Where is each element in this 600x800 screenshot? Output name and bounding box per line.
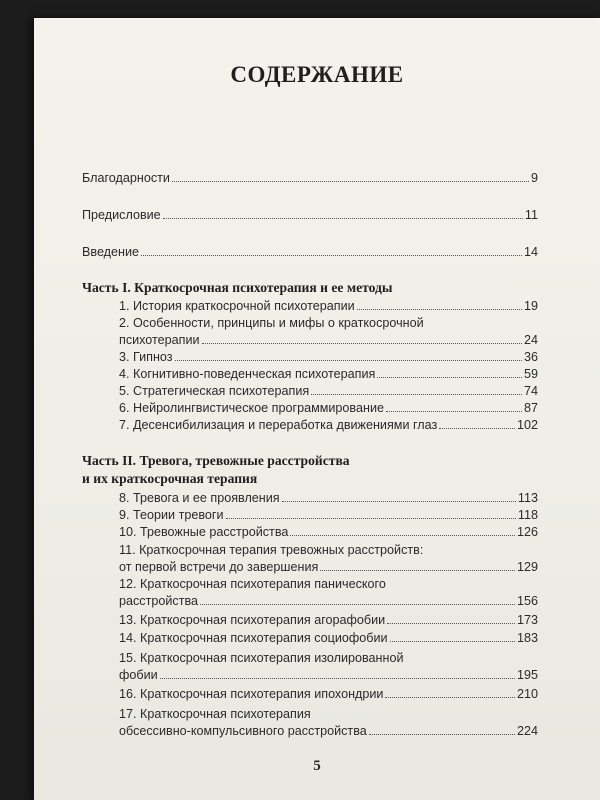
toc-entry-chapter-4[interactable] (82, 366, 538, 383)
entry-page: 113 (517, 491, 538, 505)
toc-entry-chapter-12[interactable] (82, 576, 538, 610)
dot-leader (172, 181, 529, 182)
toc-entry-chapter-6[interactable] (82, 400, 538, 417)
entry-text-cont: обсессивно-компульсивного расстройства (119, 724, 367, 738)
dot-leader (311, 394, 522, 395)
part-1-heading[interactable]: Часть I. Краткосрочная психотерапия и ее методы (82, 280, 393, 295)
page-title: СОДЕРЖАНИЕ (230, 62, 404, 87)
toc-entry-chapter-1[interactable] (82, 298, 538, 315)
entry-page: 87 (523, 401, 538, 415)
entry-page: 156 (516, 594, 538, 608)
part-2-heading-line-1: Часть II. Тревога, тревожные расстройства (82, 453, 350, 468)
entry-text: 5. Стратегическая психотерапия (119, 384, 310, 398)
entry-text: 14. Краткосрочная психотерапия социофобии (119, 631, 388, 645)
dot-leader (141, 255, 522, 256)
entry-text: 10. Тревожные расстройства (119, 525, 289, 539)
entry-text: 15. Краткосрочная психотерапия изолированной (119, 651, 404, 665)
entry-page: 195 (516, 668, 538, 682)
toc-entry-chapter-14[interactable] (82, 630, 538, 647)
entry-page: 173 (516, 613, 538, 627)
entry-text: 16. Краткосрочная психотерапия ипохондрии (119, 687, 384, 701)
toc-entry-chapter-17[interactable] (82, 706, 538, 740)
toc-entry-chapter-8[interactable] (82, 490, 538, 507)
entry-page: 19 (523, 299, 538, 313)
dot-leader (377, 377, 522, 378)
entry-text: Введение (82, 245, 140, 259)
entry-page: 14 (523, 245, 538, 259)
toc-entry-chapter-10[interactable] (82, 524, 538, 541)
page-number: 5 (313, 758, 321, 774)
dot-leader (320, 570, 515, 571)
dot-leader (290, 535, 515, 536)
entry-page: 210 (516, 687, 538, 701)
dot-leader (439, 428, 515, 429)
entry-text: 1. История краткосрочной психотерапии (119, 299, 355, 313)
entry-page: 11 (524, 208, 538, 222)
entry-text: Предисловие (82, 208, 161, 222)
dot-leader (202, 343, 522, 344)
part-2-heading[interactable] (82, 452, 538, 488)
entry-text: 4. Когнитивно-поведенческая психотерапия (119, 367, 376, 381)
entry-page: 224 (516, 724, 538, 738)
entry-text: 11. Краткосрочная терапия тревожных расстройств: (119, 543, 424, 557)
toc-entry-preface[interactable] (82, 207, 538, 224)
toc-entry-chapter-9[interactable] (82, 507, 538, 524)
toc-entry-chapter-13[interactable] (82, 612, 538, 629)
entry-page: 126 (516, 525, 538, 539)
entry-page: 9 (530, 171, 538, 185)
entry-text-cont: от первой встречи до завершения (119, 560, 319, 574)
dot-leader (200, 604, 515, 605)
dot-leader (163, 218, 523, 219)
dot-leader (226, 518, 516, 519)
entry-page: 118 (517, 508, 538, 522)
dot-leader (175, 360, 522, 361)
entry-page: 36 (523, 350, 538, 364)
dot-leader (357, 309, 522, 310)
dot-leader (282, 501, 516, 502)
entry-text: 2. Особенности, принципы и мифы о краткосрочной (119, 316, 424, 330)
entry-page: 24 (523, 333, 538, 347)
entry-text: 3. Гипноз (119, 350, 173, 364)
entry-text: 13. Краткосрочная психотерапия агорафобии (119, 613, 386, 627)
entry-text: Благодарности (82, 171, 170, 185)
toc-entry-chapter-16[interactable] (82, 686, 538, 703)
entry-text: 7. Десенсибилизация и переработка движениями глаз (119, 418, 438, 432)
entry-text-cont: расстройства (119, 594, 199, 608)
entry-page: 102 (516, 418, 538, 432)
book-page (34, 18, 600, 800)
toc-entry-chapter-3[interactable] (82, 349, 538, 366)
dot-leader (387, 623, 515, 624)
entry-text: 9. Теории тревоги (119, 508, 224, 522)
toc-entry-chapter-7[interactable] (82, 417, 538, 434)
toc-entry-chapter-11[interactable] (82, 542, 538, 576)
entry-page: 59 (523, 367, 538, 381)
dot-leader (385, 697, 515, 698)
toc-entry-chapter-15[interactable] (82, 650, 538, 684)
entry-text: 17. Краткосрочная психотерапия (119, 707, 311, 721)
toc-entry-chapter-5[interactable] (82, 383, 538, 400)
toc-entry-chapter-2[interactable] (82, 315, 538, 349)
dot-leader (390, 641, 515, 642)
entry-text: 12. Краткосрочная психотерапия панического (119, 577, 386, 591)
dot-leader (369, 734, 515, 735)
part-2-heading-line-2: и их краткосрочная терапия (82, 471, 258, 486)
entry-text: 8. Тревога и ее проявления (119, 491, 280, 505)
entry-text: 6. Нейролингвистическое программирование (119, 401, 384, 415)
entry-page: 74 (523, 384, 538, 398)
dot-leader (160, 678, 515, 679)
entry-text-cont: фобии (119, 668, 158, 682)
entry-text-cont: психотерапии (119, 333, 200, 347)
toc-entry-acknowledgements[interactable] (82, 170, 538, 187)
dot-leader (386, 411, 522, 412)
entry-page: 183 (516, 631, 538, 645)
toc-entry-introduction[interactable] (82, 244, 538, 261)
entry-page: 129 (516, 560, 538, 574)
